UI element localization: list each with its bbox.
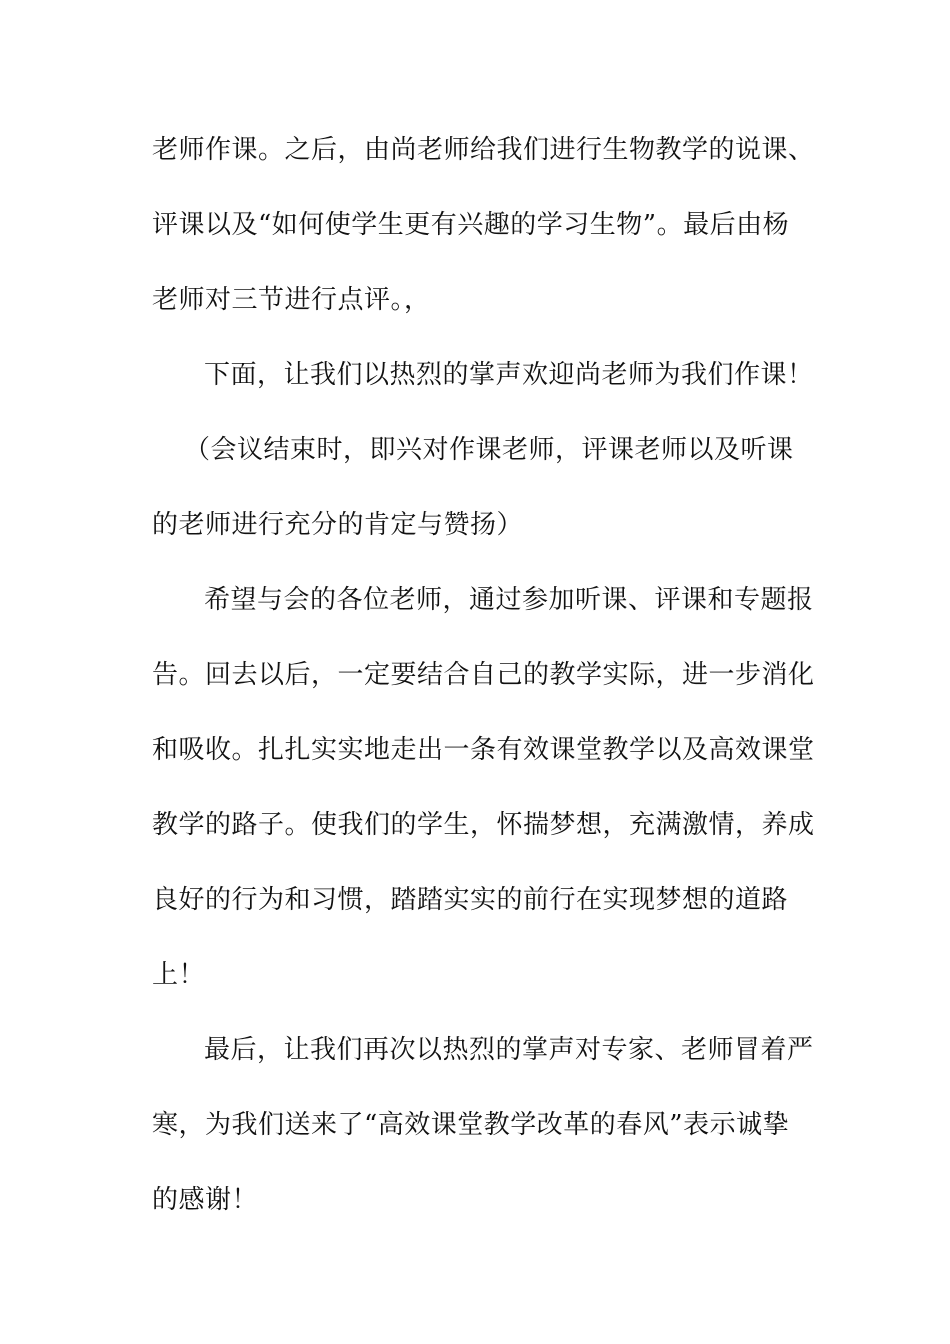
text-line: 老师对三节进行点评。， [152,285,431,315]
text-line: 和吸收。扎扎实实地走出一条有效课堂教学以及高效课堂 [152,735,815,765]
text-line: 老师作课。之后，由尚老师给我们进行生物教学的说课、 [152,135,815,165]
paragraph-first-line: 最后，让我们再次以热烈的掌声对专家、老师冒着严 [204,1035,814,1065]
text-line: 告。回去以后，一定要结合自己的教学实际，进一步消化 [152,660,815,690]
text-line: 评课以及“如何使学生更有兴趣的学习生物”。最后由杨 [152,210,790,240]
paragraph-first-line: 下面，让我们以热烈的掌声欢迎尚老师为我们作课！ [204,360,814,390]
text-line: 寒，为我们送来了“高效课堂教学改革的春风”表示诚挚 [152,1110,790,1140]
text-line: 的感谢！ [152,1185,259,1215]
text-line: 的老师进行充分的肯定与赞扬） [152,510,524,540]
paragraph-first-line: （会议结束时，即兴对作课老师，评课老师以及听课 [184,435,794,465]
text-line: 教学的路子。使我们的学生，怀揣梦想，充满激情，养成 [152,810,815,840]
text-line: 良好的行为和习惯，踏踏实实的前行在实现梦想的道路 [152,885,789,915]
paragraph-first-line: 希望与会的各位老师，通过参加听课、评课和专题报 [204,585,814,615]
text-line: 上！ [152,960,206,990]
